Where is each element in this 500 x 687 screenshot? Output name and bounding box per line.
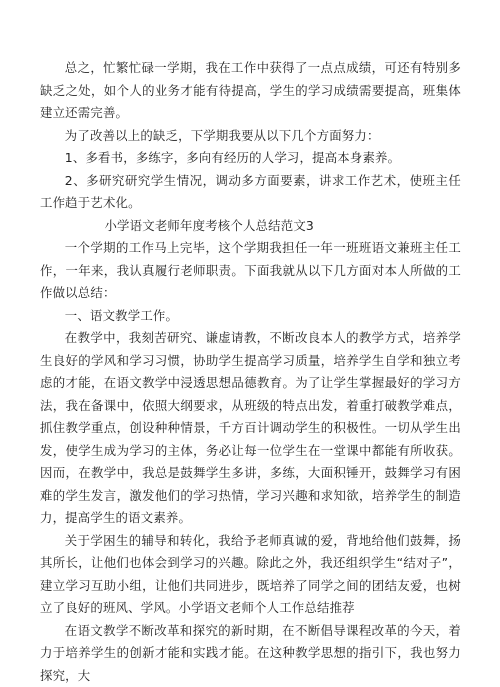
paragraph-improvement-item-1: 1、多看书，多练字，多向有经历的人学习，提高本身素养。 xyxy=(40,147,461,170)
paragraph-summary: 总之，忙繁忙碌一学期，我在工作中获得了一点点成绩，可还有特别多缺乏之处，如个人的业务才能有待提高，学生的学习成绩需要提高，班集体建立还需完善。 xyxy=(40,57,461,125)
paragraph-struggling-students: 关于学困生的辅导和转化，我给予老师真诚的爱，背地给他们鼓舞，扬其所长，让他们也体会到学习的兴趣。除此之外，我还组织学生“结对子”，建立学习互助小组，让他们共同进步，既培养了同学之间的团结友爱，也树立了良好的班风、学风。小学语文老师个人工作总结推荐 xyxy=(40,530,461,620)
paragraph-improvement-item-2: 2、多研究研究学生情况，调动多方面要素，讲求工作艺术，使班主任工作趋于艺术化。 xyxy=(40,170,461,215)
paragraph-improvement-intro: 为了改善以上的缺乏，下学期我要从以下几个方面努力： xyxy=(40,125,461,148)
section-title: 小学语文老师年度考核个人总结范文3 xyxy=(40,215,461,238)
document-body xyxy=(40,57,461,687)
paragraph-reform: 在语文教学不断改革和探究的新时期，在不断倡导课程改革的今天，着力于培养学生的创新才能和实践才能。在这种教学思想的指引下，我也努力探究，大 xyxy=(40,620,461,687)
heading-chinese-teaching: 一、语文教学工作。 xyxy=(40,305,461,328)
paragraph-semester-intro: 一个学期的工作马上完毕，这个学期我担任一年一班班语文兼班主任工作，一年来，我认真履行老师职责。下面我就从以下几方面对本人所做的工作做以总结： xyxy=(40,237,461,305)
paragraph-teaching-method: 在教学中，我刻苦研究、谦虚请教，不断改良本人的教学方式，培养学生良好的学风和学习习惯，协助学生提高学习质量，培养学生自学和独立考虑的才能，在语文教学中浸透思想品德教育。为了让学生掌握最好的学习方法，我在备课中，依照大纲要求，从班级的特点出发，着重打破教学难点，抓住教学重点，创设种种情景，千方百计调动学生的积极性。一切从学生出发，使学生成为学习的主体，务必让每一位学生在一堂课中都能有所收获。因而，在教学中，我总是鼓舞学生多讲，多练，大面积锤开，鼓舞学习有困难的学生发言，激发他们的学习热情，学习兴趣和求知欲，培养学生的制造力，提高学生的语文素养。 xyxy=(40,327,461,530)
